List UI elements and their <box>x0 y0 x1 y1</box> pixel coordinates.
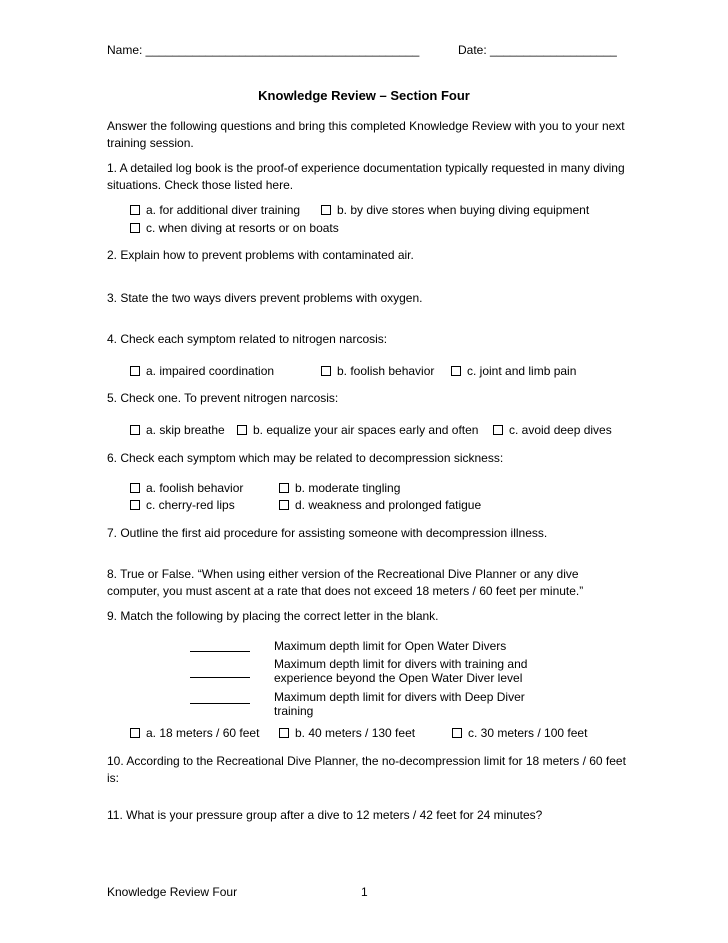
footer-label: Knowledge Review Four <box>107 885 238 899</box>
question-5: 5. Check one. To prevent nitrogen narcosis: <box>107 391 339 405</box>
checkbox[interactable] <box>451 366 461 376</box>
q5-option-a[interactable] <box>130 422 225 438</box>
option-label: c. avoid deep dives <box>509 423 612 437</box>
q9-option-b <box>279 725 415 741</box>
checkbox[interactable] <box>130 425 140 435</box>
intro-text: Answer the following questions and bring this completed Knowledge Review with you to your next training session. <box>107 119 625 150</box>
checkbox[interactable] <box>321 366 331 376</box>
option-label: a. skip breathe <box>146 423 225 437</box>
question-4: 4. Check each symptom related to nitrogen narcosis: <box>107 332 388 346</box>
option-label: c. cherry-red lips <box>146 498 235 512</box>
q9-item-3: Maximum depth limit for divers with Deep Diver training <box>274 690 525 718</box>
checkbox[interactable] <box>279 500 289 510</box>
checkbox[interactable] <box>130 483 140 493</box>
checkbox[interactable] <box>130 500 140 510</box>
checkbox <box>279 728 289 738</box>
question-6: 6. Check each symptom which may be related to decompression sickness: <box>107 451 504 465</box>
q4-option-a[interactable] <box>130 363 274 379</box>
question-2: 2. Explain how to prevent problems with contaminated air. <box>107 248 414 262</box>
option-label: a. 18 meters / 60 feet <box>146 726 260 740</box>
option-label: b. by dive stores when buying diving equipment <box>337 203 590 217</box>
date-field-line[interactable]: Date: ___________________ <box>458 43 617 57</box>
checkbox[interactable] <box>130 223 140 233</box>
q9-option-a <box>130 725 259 741</box>
option-label: b. moderate tingling <box>295 481 401 495</box>
question-3: 3. State the two ways divers prevent problems with oxygen. <box>107 291 423 305</box>
option-label: b. 40 meters / 130 feet <box>295 726 416 740</box>
q6-option-c[interactable] <box>130 497 235 513</box>
checkbox <box>130 728 140 738</box>
option-label: a. for additional diver training <box>146 203 301 217</box>
option-label: b. equalize your air spaces early and often <box>253 423 479 437</box>
q9-item-2: Maximum depth limit for divers with training and experience beyond the Open Water Diver level <box>274 657 528 685</box>
checkbox <box>452 728 462 738</box>
q5-option-c[interactable] <box>493 422 612 438</box>
name-field-line[interactable]: Name: _________________________________________ <box>107 43 420 57</box>
q9-answer-blank-1[interactable] <box>190 650 250 652</box>
checkbox[interactable] <box>279 483 289 493</box>
option-label: c. 30 meters / 100 feet <box>468 726 588 740</box>
question-7: 7. Outline the first aid procedure for assisting someone with decompression illness. <box>107 526 548 540</box>
checkbox[interactable] <box>321 205 331 215</box>
checkbox[interactable] <box>237 425 247 435</box>
option-label: a. impaired coordination <box>146 364 275 378</box>
option-label: a. foolish behavior <box>146 481 244 495</box>
checkbox[interactable] <box>493 425 503 435</box>
question-8: 8. True or False. “When using either version of the Recreational Dive Planner or any dive computer, you must ascent at a rate that does not exceed 18 meters / 60 feet per minute.” <box>107 567 584 598</box>
page-title: Knowledge Review – Section Four <box>258 88 470 103</box>
option-label: d. weakness and prolonged fatigue <box>295 498 482 512</box>
option-label: c. when diving at resorts or on boats <box>146 221 339 235</box>
question-9: 9. Match the following by placing the correct letter in the blank. <box>107 609 439 623</box>
q6-option-b[interactable] <box>279 480 400 496</box>
q4-option-b[interactable] <box>321 363 434 379</box>
q1-option-a[interactable] <box>130 202 300 218</box>
question-10: 10. According to the Recreational Dive Planner, the no-decompression limit for 18 meters / 60 feet is: <box>107 754 626 785</box>
question-1: 1. A detailed log book is the proof-of experience documentation typically requested in many diving situations. Check those listed here. <box>107 161 625 192</box>
q9-item-1: Maximum depth limit for Open Water Divers <box>274 639 507 653</box>
q5-option-b[interactable] <box>237 422 478 438</box>
checkbox[interactable] <box>130 366 140 376</box>
q9-answer-blank-2[interactable] <box>190 676 250 678</box>
option-label: b. foolish behavior <box>337 364 435 378</box>
q9-answer-blank-3[interactable] <box>190 702 250 704</box>
q1-option-c[interactable] <box>130 220 339 236</box>
q4-option-c[interactable] <box>451 363 576 379</box>
checkbox[interactable] <box>130 205 140 215</box>
q9-option-c <box>452 725 587 741</box>
q6-option-d[interactable] <box>279 497 481 513</box>
q6-option-a[interactable] <box>130 480 243 496</box>
question-11: 11. What is your pressure group after a dive to 12 meters / 42 feet for 24 minutes? <box>107 808 543 822</box>
q1-option-b[interactable] <box>321 202 589 218</box>
option-label: c. joint and limb pain <box>467 364 577 378</box>
page-number: 1 <box>361 885 368 899</box>
